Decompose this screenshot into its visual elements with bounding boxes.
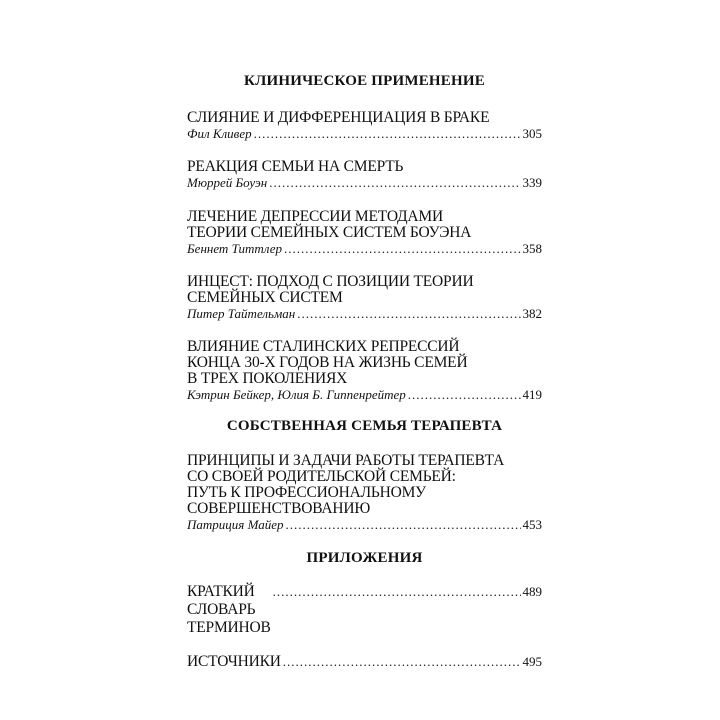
table-of-contents [187,72,542,671]
dot-leader [285,517,520,533]
dot-leader [284,241,520,257]
section-heading: ПРИЛОЖЕНИЯ [306,550,423,566]
toc-entry-sources [187,653,542,671]
dot-leader [283,653,521,671]
toc-entry [187,339,542,403]
entry-author: Беннет Титтлер [187,241,283,256]
entry-title: СЛИЯНИЕ И ДИФФЕРЕНЦИАЦИЯ В БРАКЕ [187,109,490,126]
dot-leader [254,126,521,142]
toc-entry-glossary [187,583,542,637]
entry-author: Кэтрин Бейкер, Юлия Б. Гиппенрейтер [187,387,406,402]
section-heading: СОБСТВЕННАЯ СЕМЬЯ ТЕРАПЕВТА [226,418,503,434]
dot-leader [408,387,521,403]
entry-page-number: 495 [522,654,542,669]
entry-author-line [187,517,542,533]
entry-author: Фил Кливер [187,126,252,141]
entry-page-number: 382 [522,306,542,321]
entry-author-line [187,126,542,142]
toc-entry [187,453,542,533]
dot-leader [269,175,520,191]
toc-entry [187,159,542,191]
entry-author: Мюррей Боуэн [187,175,268,190]
dot-leader [273,583,521,601]
section-therapist-own-family [187,417,542,533]
section-heading: КЛИНИЧЕСКОЕ ПРИМЕНЕНИЕ [244,73,485,89]
entry-title: РЕАКЦИЯ СЕМЬИ НА СМЕРТЬ [187,158,404,175]
entry-title: ИСТОЧНИКИ [187,653,281,670]
toc-entry [187,274,542,322]
entry-title: КРАТКИЙ СЛОВАРЬ ТЕРМИНОВ [187,583,271,636]
section-appendices [187,549,542,671]
entry-title: ПРИНЦИПЫ И ЗАДАЧИ РАБОТЫ ТЕРАПЕВТА СО СВОЕЙ РОДИТЕЛЬСКОЙ СЕМЬЕЙ: ПУТЬ К ПРОФЕССИОНАЛЬНОМУ СОВЕРШЕНСТВОВАНИЮ [187,452,505,517]
entry-page-number: 358 [522,241,542,256]
entry-author-line [187,175,542,191]
toc-entry [187,110,542,142]
entry-title: ВЛИЯНИЕ СТАЛИНСКИХ РЕПРЕССИЙ КОНЦА 30-Х ГОДОВ НА ЖИЗНЬ СЕМЕЙ В ТРЕХ ПОКОЛЕНИЯХ [187,338,468,387]
entry-author: Патриция Майер [187,517,284,532]
entry-title: ИНЦЕСТ: ПОДХОД С ПОЗИЦИИ ТЕОРИИ СЕМЕЙНЫХ СИСТЕМ [187,273,474,306]
entry-title: ЛЕЧЕНИЕ ДЕПРЕССИИ МЕТОДАМИ ТЕОРИИ СЕМЕЙНЫХ СИСТЕМ БОУЭНА [187,208,472,241]
entry-page-number: 419 [522,387,542,402]
section-clinical-application [187,72,542,403]
entry-author: Питер Тайтельман [187,306,296,321]
dot-leader [297,306,520,322]
entry-page-number: 453 [522,517,542,532]
entry-page-number: 305 [522,126,542,141]
entry-author-line [187,306,542,322]
entry-author-line [187,241,542,257]
toc-entry [187,209,542,257]
entry-author-line [187,387,542,403]
entry-page-number: 339 [522,175,542,190]
entry-page-number: 489 [522,584,542,599]
